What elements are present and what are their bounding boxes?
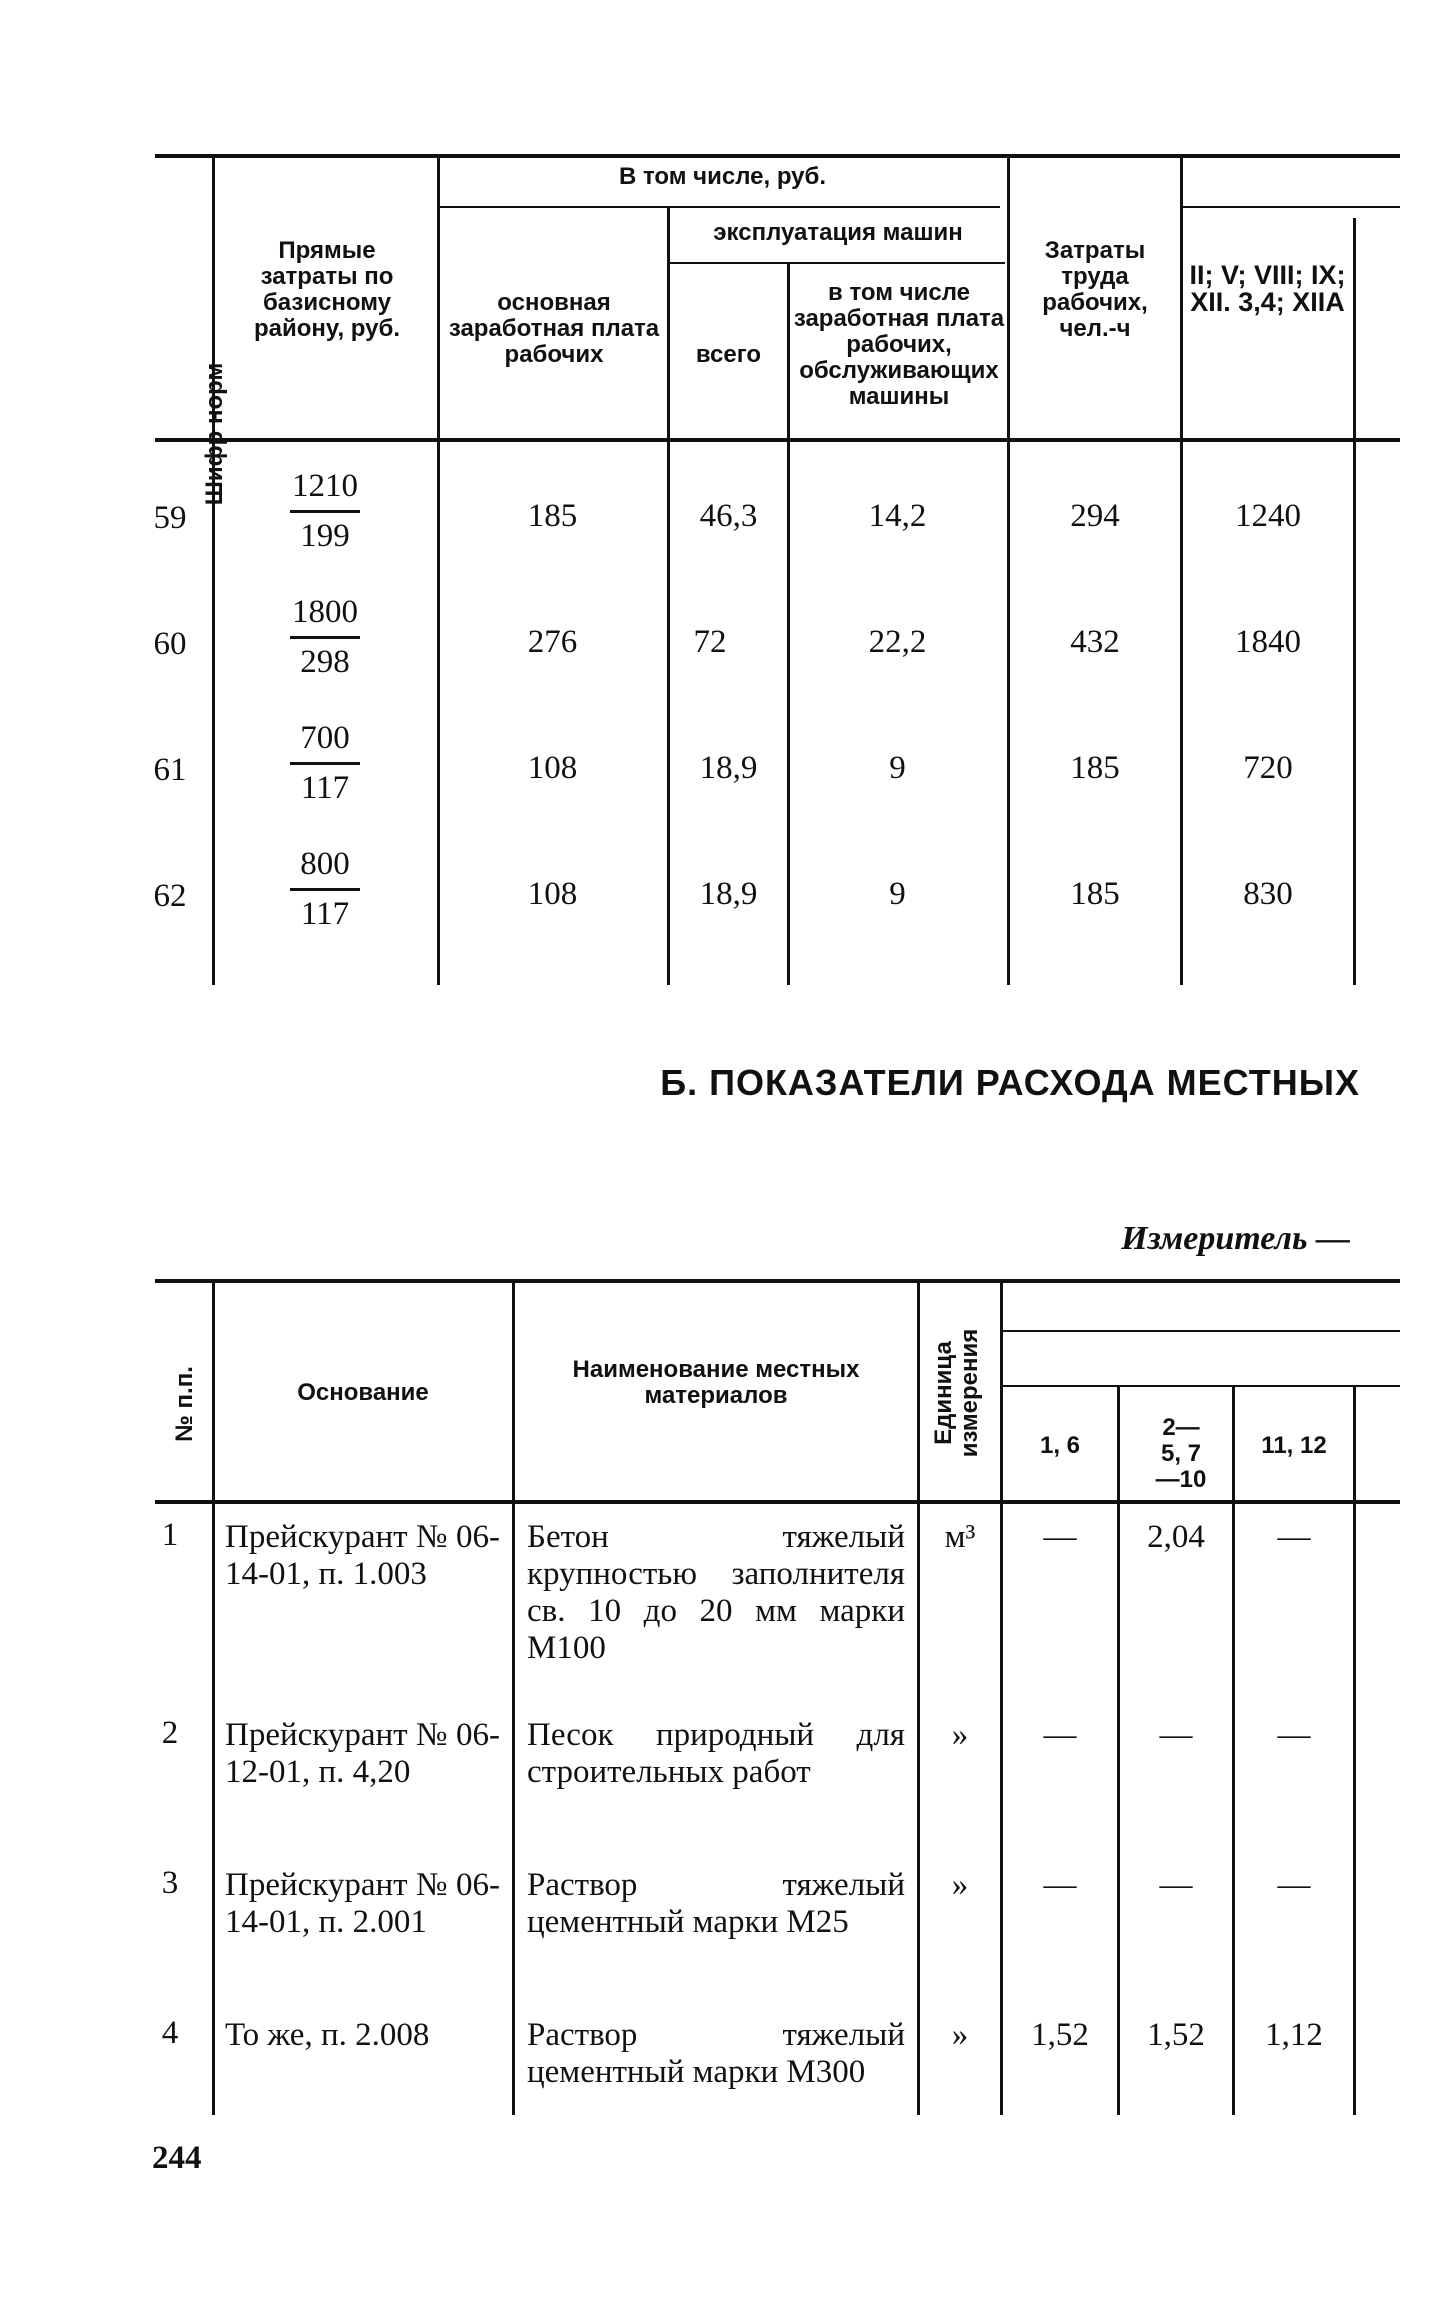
basis-cell: То же, п. 2.008	[225, 2017, 430, 2053]
page-number: 244	[152, 2140, 202, 2176]
table-top-rule	[155, 1279, 1400, 1283]
header-labor: Затраты труда рабочих, чел.-ч	[1042, 237, 1148, 342]
total-cell: 46,3	[699, 498, 758, 534]
machine-wage-cell: 22,2	[868, 624, 927, 660]
direct-costs-fraction	[275, 720, 375, 807]
machine-wage-cell: 9	[889, 876, 906, 912]
materials-table	[155, 1275, 1400, 2115]
value-cell: —	[1277, 1519, 1311, 1555]
measure-label: Измеритель —	[1121, 1220, 1350, 1257]
rule-regions	[1180, 206, 1400, 208]
regions-cell: 1240	[1235, 498, 1301, 534]
row-number: 3	[161, 1865, 179, 1901]
fraction-numerator: 1800	[292, 594, 358, 630]
vrule	[512, 1283, 515, 2115]
vrule	[212, 1283, 215, 2115]
material-cell: Бетон тяжелый крупностью заполнителя св. 10 до 20 мм марки М100	[527, 1519, 905, 1666]
header-total: всего	[695, 341, 762, 368]
unit-cell: »	[951, 1867, 969, 1903]
value-cell: —	[1277, 1717, 1311, 1753]
rule-group	[1000, 1385, 1400, 1387]
machine-wage-cell: 9	[889, 750, 906, 786]
fraction-denominator: 117	[300, 770, 350, 806]
fraction-numerator: 1210	[292, 468, 358, 504]
direct-costs-fraction	[275, 468, 375, 555]
basis-cell: Прейскурант № 06-14-01, п. 2.001	[225, 1867, 500, 1940]
vrule	[1000, 1283, 1003, 2115]
value-cell: 1,52	[1031, 2017, 1089, 2053]
direct-costs-fraction	[275, 846, 375, 933]
fraction-denominator: 117	[300, 896, 350, 932]
header-machine-operation: эксплуатация машин	[713, 219, 963, 246]
base-wage-cell: 185	[527, 498, 578, 534]
row-code: 61	[153, 752, 187, 788]
material-cell: Раствор тяжелый цементный марки М300	[527, 2017, 905, 2090]
header-col-11-12: 11, 12	[1261, 1432, 1327, 1459]
rule-machines	[670, 262, 1005, 264]
header-unit: Единица измерения	[930, 1328, 983, 1458]
total-cell: 18,9	[699, 750, 758, 786]
labor-cell: 294	[1070, 498, 1120, 534]
vrule	[1353, 218, 1356, 985]
vrule	[667, 208, 670, 985]
header-col-1-6: 1, 6	[1039, 1432, 1081, 1459]
row-number: 2	[161, 1715, 179, 1751]
material-cell: Песок природный для строительных работ	[527, 1717, 905, 1790]
vrule	[1180, 158, 1183, 985]
fraction-numerator: 800	[300, 846, 350, 882]
value-cell: —	[1159, 1717, 1193, 1753]
vrule	[1007, 158, 1010, 985]
row-code: 62	[153, 878, 187, 914]
base-wage-cell: 108	[527, 876, 578, 912]
fraction-denominator: 199	[300, 518, 350, 554]
total-cell: 72	[693, 624, 727, 660]
fraction-numerator: 700	[300, 720, 350, 756]
value-cell: —	[1043, 1867, 1077, 1903]
value-cell: 2,04	[1147, 1519, 1205, 1555]
section-title: Б. ПОКАЗАТЕЛИ РАСХОДА МЕСТНЫХ	[660, 1062, 1360, 1103]
header-col-2-5-7-10: 2—5, 7—10	[1155, 1414, 1207, 1493]
basis-cell: Прейскурант № 06-14-01, п. 1.003	[225, 1519, 500, 1592]
value-cell: —	[1043, 1519, 1077, 1555]
rule-including	[440, 206, 1000, 208]
unit-cell: »	[951, 1717, 969, 1753]
regions-cell: 720	[1243, 750, 1293, 786]
regions-cell: 830	[1243, 876, 1293, 912]
value-cell: —	[1043, 1717, 1077, 1753]
labor-cell: 185	[1070, 876, 1120, 912]
total-cell: 18,9	[699, 876, 758, 912]
row-code: 59	[153, 500, 187, 536]
header-bottom-rule	[155, 1500, 1400, 1504]
value-cell: 1,12	[1265, 2017, 1323, 2053]
header-base-wage: основная заработная плата рабочих	[448, 289, 660, 368]
vrule	[1353, 1387, 1356, 2115]
header-including: В том числе, руб.	[618, 163, 827, 190]
header-direct-costs: Прямые затраты по базисному району, руб.	[254, 237, 400, 342]
value-cell: 1,52	[1147, 2017, 1205, 2053]
header-machine-wage: в том числе заработная плата рабочих, обслуживающих машины	[793, 279, 1005, 410]
row-number: 1	[161, 1517, 179, 1553]
unit-cell: м³	[944, 1519, 976, 1555]
header-basis: Основание	[297, 1379, 429, 1406]
header-bottom-rule	[155, 438, 1400, 442]
value-cell: —	[1277, 1867, 1311, 1903]
header-num: № п.п.	[171, 1366, 198, 1442]
value-cell: —	[1159, 1867, 1193, 1903]
norms-table	[155, 150, 1400, 985]
header-material: Наименование местных материалов	[572, 1356, 860, 1409]
regions-cell: 1840	[1235, 624, 1301, 660]
labor-cell: 432	[1070, 624, 1120, 660]
base-wage-cell: 276	[527, 624, 578, 660]
direct-costs-fraction	[275, 594, 375, 681]
material-cell: Раствор тяжелый цементный марки М25	[527, 1867, 905, 1940]
machine-wage-cell: 14,2	[868, 498, 927, 534]
basis-cell: Прейскурант № 06-12-01, п. 4,20	[225, 1717, 500, 1790]
unit-cell: »	[951, 2017, 969, 2053]
labor-cell: 185	[1070, 750, 1120, 786]
header-code: Шифр норм	[201, 362, 228, 506]
row-code: 60	[153, 626, 187, 662]
vrule	[437, 158, 440, 985]
rule-group	[1000, 1330, 1400, 1332]
fraction-denominator: 298	[300, 644, 350, 680]
row-number: 4	[161, 2015, 179, 2051]
table-top-rule	[155, 154, 1400, 158]
header-regions: II; V; VIII; IX; XII. 3,4; XIIA	[1189, 260, 1346, 317]
vrule	[917, 1283, 920, 2115]
base-wage-cell: 108	[527, 750, 578, 786]
